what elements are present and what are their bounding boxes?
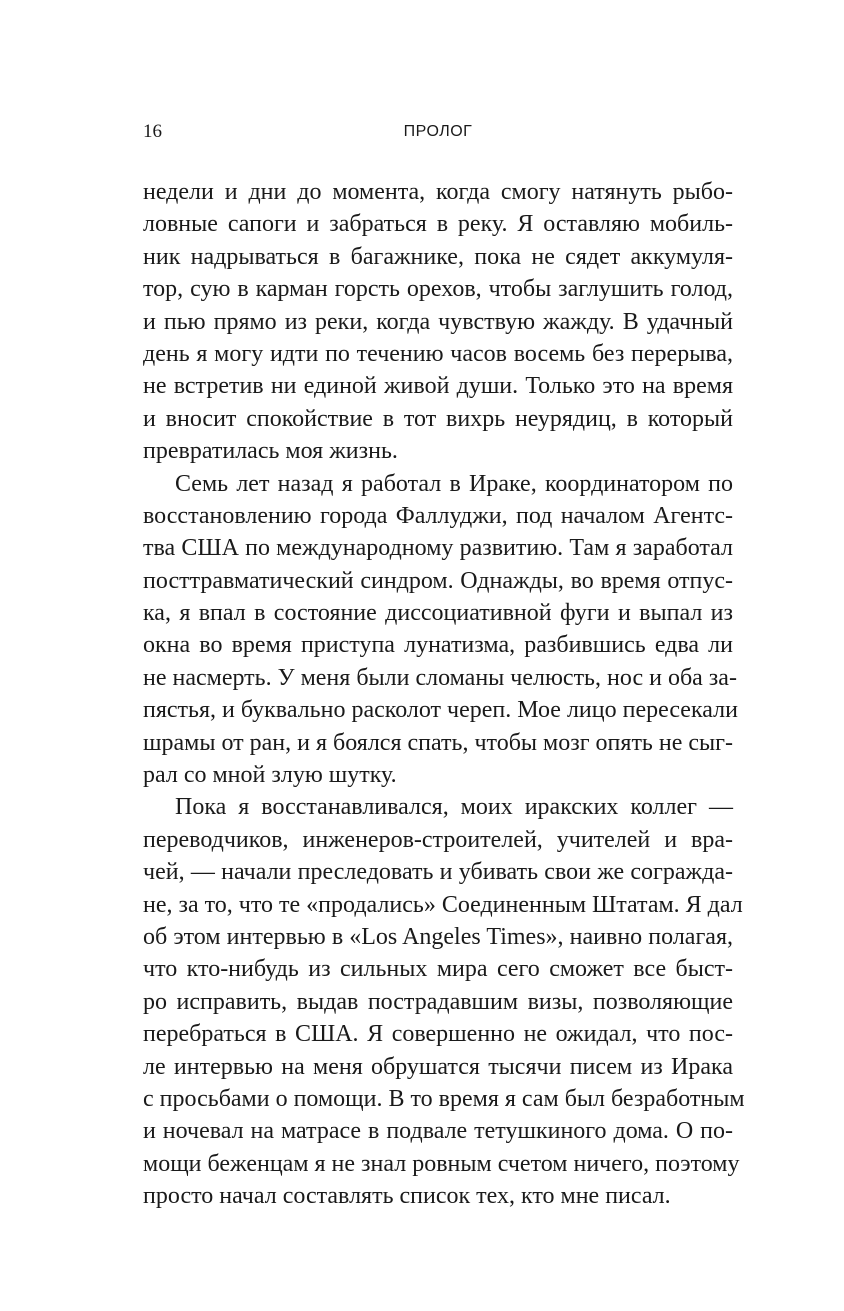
text-line: Пока я восстанавливался, моих иракских коллег —	[175, 794, 733, 821]
text-line: превратилась моя жизнь.	[143, 438, 398, 465]
text-line: об этом интервью в «Los Angeles Times», наивно полагая,	[143, 923, 733, 950]
text-line: не насмерть. У меня были сломаны челюсть, нос и оба за-	[143, 664, 737, 691]
text-line: тва США по международному развитию. Там я заработал	[143, 535, 733, 562]
text-line: и пью прямо из реки, когда чувствую жажду. В удачный	[143, 308, 733, 335]
text-line: ле интервью на меня обрушатся тысячи писем из Ирака	[143, 1053, 733, 1080]
text-line: день я могу идти по течению часов восемь без перерыва,	[143, 340, 733, 367]
text-line: Семь лет назад я работал в Ираке, координатором по	[175, 470, 733, 497]
text-line: и ночевал на матрасе в подвале тетушкиного дома. О по-	[143, 1118, 733, 1145]
page-number: 16	[143, 121, 162, 142]
text-line: тор, сую в карман горсть орехов, чтобы заглушить голод,	[143, 276, 733, 303]
text-line: ловные сапоги и забраться в реку. Я оставляю мобиль-	[143, 211, 733, 238]
paragraph	[143, 176, 733, 468]
text-line: с просьбами о помощи. В то время я сам был безработным	[143, 1085, 745, 1112]
text-line: переводчиков, инженеров-строителей, учителей и вра-	[143, 826, 733, 853]
text-line: восстановлению города Фаллуджи, под началом Агентс-	[143, 502, 733, 529]
text-line: и вносит спокойствие в тот вихрь неурядиц, в который	[143, 405, 733, 432]
text-line: ро исправить, выдав пострадавшим визы, позволяющие	[143, 988, 733, 1015]
text-line: просто начал составлять список тех, кто мне писал.	[143, 1183, 671, 1210]
text-line: не встретив ни единой живой души. Только это на время	[143, 373, 733, 400]
text-line: ник надрываться в багажнике, пока не сядет аккумуля-	[143, 243, 733, 270]
text-line: посттравматический синдром. Однажды, во время отпус-	[143, 567, 733, 594]
text-line: недели и дни до момента, когда смогу натянуть рыбо-	[143, 179, 733, 205]
text-line: ка, я впал в состояние диссоциативной фуги и выпал из	[143, 600, 733, 627]
text-line: пястья, и буквально расколот череп. Мое лицо пересекали	[143, 697, 738, 724]
text-line: чей, — начали преследовать и убивать свои же сограждa-	[143, 859, 733, 886]
text-line: рал со мной злую шутку.	[143, 762, 397, 789]
text-line: мощи беженцам я не знал ровным счетом ничего, поэтому	[143, 1150, 740, 1177]
running-head	[143, 120, 733, 144]
body-text	[143, 176, 745, 1213]
text-line: перебраться в США. Я совершенно не ожидал, что пос-	[143, 1021, 733, 1048]
text-line: что кто-нибудь из сильных мира сего сможет все быст-	[143, 956, 733, 983]
paragraph	[143, 468, 738, 792]
text-line: окна во время приступа лунатизма, разбившись едва ли	[143, 632, 733, 659]
text-line: шрамы от ран, и я боялся спать, чтобы мозг опять не сыг-	[143, 729, 733, 756]
paragraph	[143, 791, 745, 1212]
text-line: не, за то, что те «продались» Соединенным Штатам. Я дал	[143, 891, 743, 918]
section-title: ПРОЛОГ	[403, 123, 473, 140]
